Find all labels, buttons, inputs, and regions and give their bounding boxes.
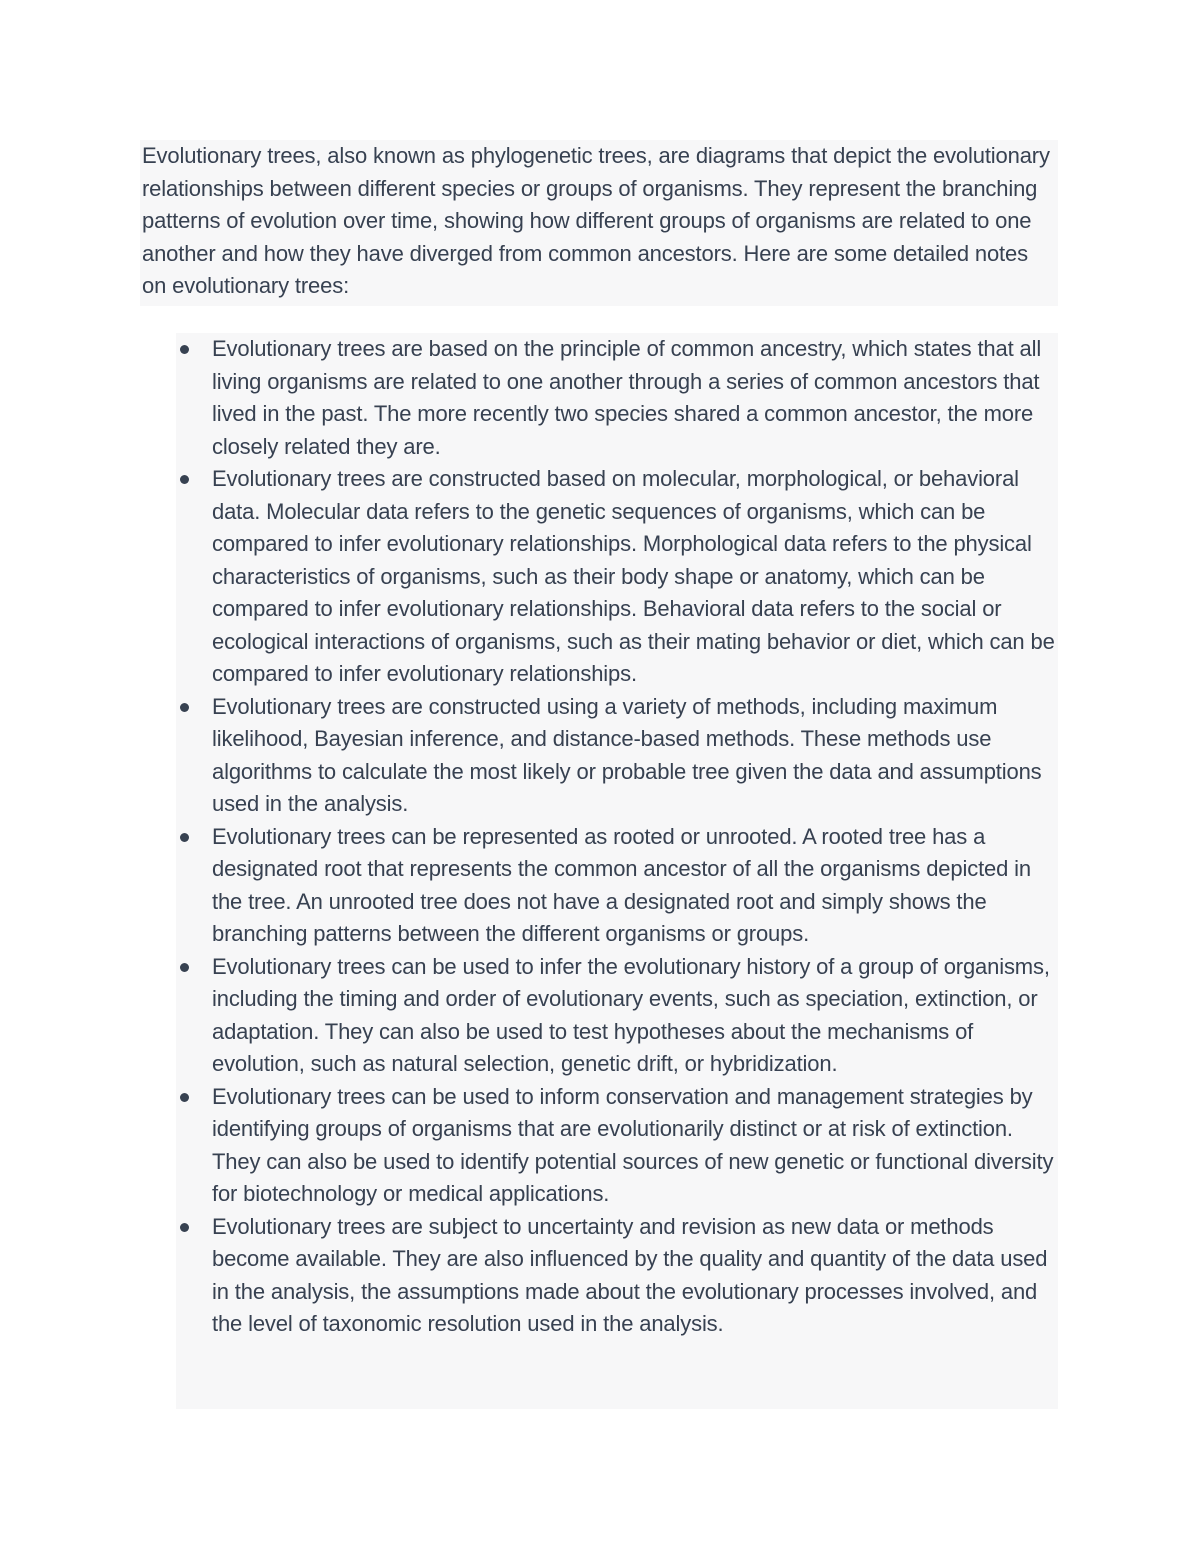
bullet-dot-icon [180,1223,189,1232]
list-item [176,463,1058,691]
list-item-text: Evolutionary trees are based on the principle of common ancestry, which states that all living organisms are related to one another through a series of common ancestors that lived in the past. The more recently two species shared a common ancestor, the more closely related they are. [212,336,1042,459]
bullet-dot-icon [180,1093,189,1102]
list-item-text: Evolutionary trees are subject to uncertainty and revision as new data or methods become available. They are also influenced by the quality and quantity of the data used in the analysis, the assumptions made about the evolutionary processes involved, and the level of taxonomic resolution used in the analysis. [212,1213,1048,1336]
bullet-dot-icon [180,703,189,712]
bullet-dot-icon [180,475,189,484]
notes-list [176,333,1058,1409]
list-item [176,951,1058,1081]
bullet-dot-icon [180,345,189,354]
list-item-text: Evolutionary trees can be used to inform conservation and management strategies by identifying groups of organisms that are evolutionarily distinct or at risk of extinction. They can also be used to identify potential sources of new genetic or functional diversity for biotechnology or medical applications. [212,1083,1054,1206]
list-item [176,333,1058,463]
list-item [176,691,1058,821]
list-item-text: Evolutionary trees are constructed based on molecular, morphological, or behavioral data. Molecular data refers to the genetic sequences of organisms, which can be compared to infer evolutionary relationships. Morphological data refers to the physical characteristics of organisms, such as their body shape or anatomy, which can be compared to infer evolutionary relationships. Behavioral data refers to the social or ecological interactions of organisms, such as their mating behavior or diet, which can be compared to infer evolutionary relationships. [212,466,1055,686]
list-item [176,1081,1058,1211]
list-item-text: Evolutionary trees can be represented as rooted or unrooted. A rooted tree has a designated root that represents the common ancestor of all the organisms depicted in the tree. An unrooted tree does not have a designated root and simply shows the branching patterns between the different organisms or groups. [212,823,1031,946]
list-item [176,1211,1058,1341]
bullet-dot-icon [180,963,189,972]
bullet-dot-icon [180,833,189,842]
list-item [176,821,1058,951]
list-item-text: Evolutionary trees can be used to infer the evolutionary history of a group of organisms, including the timing and order of evolutionary events, such as speciation, extinction, or adaptation. They can also be used to test hypotheses about the mechanisms of evolution, such as natural selection, genetic drift, or hybridization. [212,953,1050,1076]
intro-paragraph: Evolutionary trees, also known as phylogenetic trees, are diagrams that depict the evolutionary relationships between different species or groups of organisms. They represent the branching patterns of evolution over time, showing how different groups of organisms are related to one another and how they have diverged from common ancestors. Here are some detailed notes on evolutionary trees: [140,140,1058,306]
list-item-text: Evolutionary trees are constructed using a variety of methods, including maximum likelihood, Bayesian inference, and distance-based methods. These methods use algorithms to calculate the most likely or probable tree given the data and assumptions used in the analysis. [212,693,1042,816]
